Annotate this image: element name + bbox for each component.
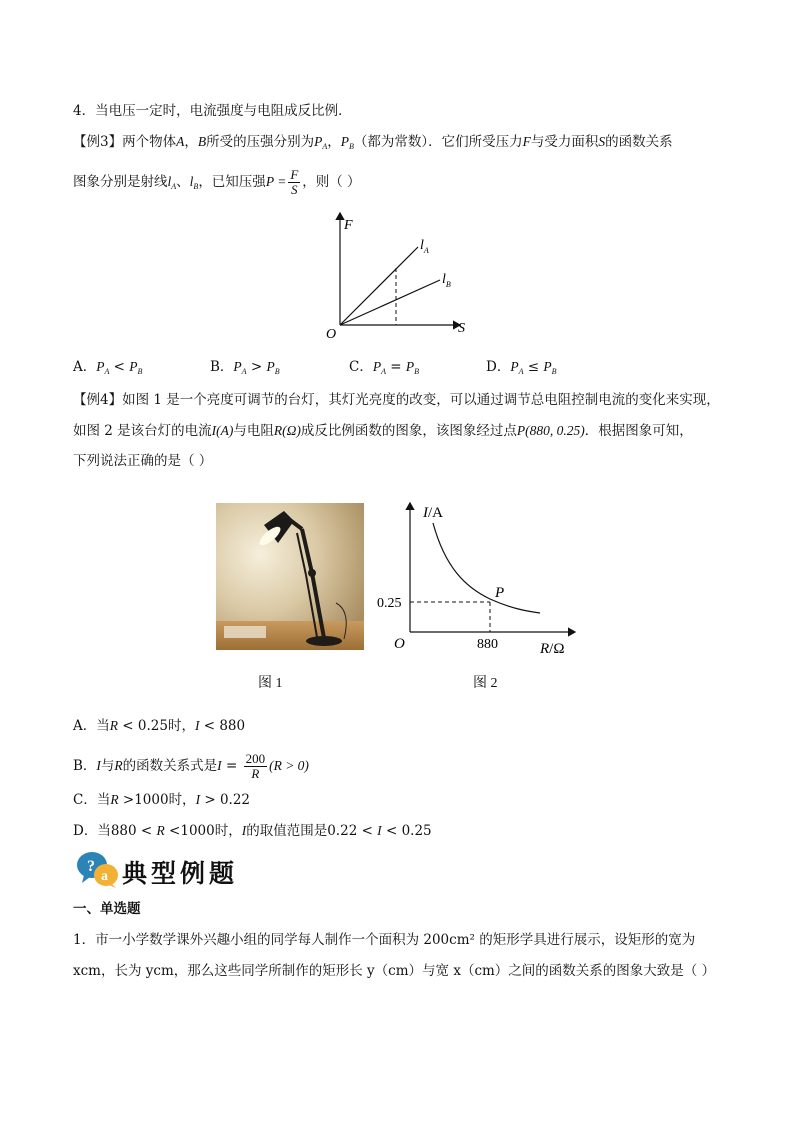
example-4-line-2: 如图 2 是该台灯的电流I(A)与电阻R(Ω)成反比例函数的图象，该图象经过点P(880, 0.25)．根据图象可知，: [73, 423, 693, 439]
option-a: A．$P_A < P_B$: [73, 359, 143, 376]
inverse-curve: [433, 523, 540, 613]
question-1-line-1: 1．市一小学数学课外兴趣小组的同学每人制作一个面积为 200cm² 的矩形学具进行展示，设矩形的宽为: [73, 932, 696, 948]
label-P: P: [495, 585, 505, 601]
svg-text:a: a: [101, 869, 108, 884]
ex4-option-c: C．当R >1000时，I > 0.22: [73, 792, 251, 808]
ex4-option-a: A．当R < 0.25时，I < 880: [73, 718, 246, 734]
tick-label-0-25: 0.25: [377, 596, 402, 611]
example-4-tag: 【例4】: [73, 392, 123, 408]
question-1-line-2: xcm，长为 ycm，那么这些同学所制作的矩形长 y（cm）与宽 x（cm）之间的函数关系的图象大致是（ ）: [73, 963, 716, 979]
label-origin: O: [326, 327, 337, 342]
example-4-line-1: 【例4】如图 1 是一个亮度可调节的台灯，其灯光亮度的改变，可以通过调节总电阻控制电流的变化来实现，: [73, 392, 720, 408]
pressure-fraction: $\frac{F}{S}$: [290, 167, 299, 197]
example-3-line-2: 图象分别是射线$l_A$、$l_B$，已知压强P = $\frac{F}{S}$ ，则（ ）: [73, 167, 361, 197]
svg-text:?: ?: [87, 858, 95, 875]
option-c: C．$P_A = P_B$: [349, 359, 420, 376]
section-title: 典型例题: [122, 859, 239, 888]
desk-lamp-photo: [216, 503, 364, 650]
axis-label-I: I/A: [423, 505, 443, 521]
label-S: S: [458, 321, 465, 336]
section-heading: 一、单选题: [73, 901, 141, 917]
tick-label-880: 880: [477, 637, 498, 652]
example-3-line-1: 【例3】两个物体A，B所受的压强分别为$P_A$，$P_B$（都为常数）．它们所受压力F与受力面积S的函数关系: [73, 134, 673, 151]
axis-label-R: R/Ω: [540, 641, 565, 657]
example-4-line-3: 下列说法正确的是（ ）: [73, 453, 213, 469]
example-3-force-area-graph: [310, 205, 480, 345]
formula-fraction: $\frac{200}{R}$: [245, 751, 266, 781]
label-lB: $l_B$: [442, 272, 451, 289]
ray-lB: [340, 280, 440, 325]
example-3-tag: 【例3】: [73, 134, 123, 150]
label-origin: O: [394, 636, 405, 652]
figure-1-caption: 图 1: [258, 676, 283, 691]
qa-section-icon: [76, 849, 120, 889]
option-d: D．$P_A \le P_B$: [486, 359, 557, 376]
item-4-text: 4．当电压一定时，电流强度与电阻成反比例．: [73, 103, 352, 119]
figure-2-caption: 图 2: [473, 676, 498, 691]
ex4-option-d: D．当880 < R <1000时，I的取值范围是0.22 < I < 0.25: [73, 823, 432, 839]
label-lA: $l_A$: [420, 238, 429, 255]
label-F: F: [344, 218, 353, 233]
current-resistance-graph: [375, 495, 590, 660]
ex4-option-b: B．I与R的函数关系式是I = $\frac{200}{R}$ (R > 0): [73, 751, 309, 781]
ray-lA: [340, 247, 418, 325]
option-b: B．$P_A > P_B$: [210, 359, 280, 376]
